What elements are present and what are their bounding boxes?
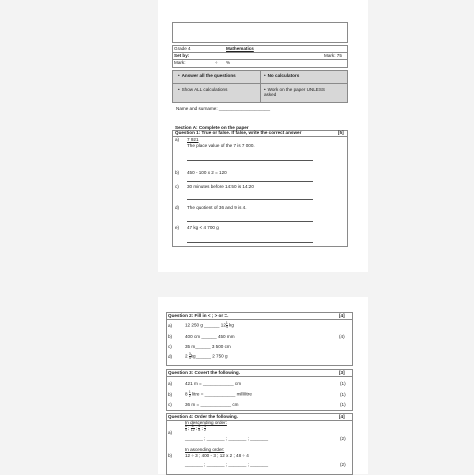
answer-line[interactable] — [187, 221, 313, 222]
q4-a-instruction: In descending order: — [185, 420, 227, 425]
q2-item-label: d) — [168, 354, 173, 359]
q3-item-label: b) — [168, 392, 173, 397]
question-4-title: Question 4: Order the following. — [168, 414, 238, 419]
q2-item-mark: (4) — [339, 334, 345, 339]
q3-item-text: 421 m = ____________ cm — [185, 381, 242, 386]
q3-item-label: c) — [168, 402, 172, 407]
mark-label: Mark: — [174, 60, 186, 65]
fraction: $\frac{5}{12}$ — [190, 424, 195, 432]
fraction: $\frac{1}{2}$ — [188, 390, 191, 398]
q2-item-label: a) — [168, 323, 173, 328]
worksheet-page-1 — [158, 0, 368, 272]
title-box — [172, 22, 348, 43]
mark-divider: ÷ — [215, 60, 218, 65]
answer-line[interactable] — [187, 181, 313, 182]
q3-item-mark: (1) — [340, 392, 346, 397]
fraction: $\frac{1}{2}$ — [204, 424, 206, 432]
answer-line[interactable] — [187, 199, 313, 200]
fraction: $\frac{1}{4}$ — [225, 321, 228, 329]
question-2-title: Question 2: Fill in < ; > or =. — [168, 313, 229, 318]
q4-b-mark: (2) — [340, 462, 346, 467]
q4-item-label: b) — [168, 453, 173, 458]
answer-line[interactable] — [187, 160, 313, 161]
fraction: $\frac{1}{4}$ — [185, 424, 187, 432]
q4-item-label: a) — [168, 430, 173, 435]
instruction-item: • Work on the paper UNLESS asked — [264, 87, 336, 98]
q2-item-label: c) — [168, 344, 172, 349]
q1-item-label: e) — [175, 225, 180, 230]
q1-item-text: 47 kg < 4 700 g — [187, 225, 219, 230]
question-2-marks: [4] — [339, 313, 345, 318]
q2-item — [185, 353, 228, 360]
q3-item-label: a) — [168, 381, 173, 386]
total-mark-label: Mark: 75 — [324, 53, 342, 58]
q4-a-mark: (2) — [340, 436, 346, 441]
q3-item-text: 8 — [185, 391, 188, 397]
q2-item-text: 12 250 g ______ 12 — [185, 322, 226, 328]
q2-item-label: b) — [168, 334, 173, 339]
q1-item-text: 7 921 — [187, 137, 199, 142]
section-a-title: Section A: Complete on the paper — [175, 125, 249, 130]
q1-item-text: 450 - 100 x 2 = 120 — [187, 170, 227, 175]
q4-a-answer-blanks[interactable]: _______ ; _______ ; _______ ; _______ — [185, 436, 269, 441]
q1-item-label: b) — [175, 170, 180, 175]
grade-label: Grade 4 — [174, 46, 191, 51]
question-1-title: Question 1: True or false. If false, write the correct answer — [175, 130, 302, 135]
fraction: $\frac{3}{4}$ — [188, 352, 191, 360]
name-surname-field[interactable]: Name and surname: ____________________ — [176, 106, 270, 111]
q4-b-expressions: 12 ÷ 3 ; 400 - 3 ; 12 x 2 ; 48 ÷ 4 — [185, 453, 249, 458]
q4-b-instruction: In ascending order: — [185, 447, 225, 452]
q2-item — [185, 322, 234, 329]
q4-b-answer-blanks[interactable]: _______ ; _______ ; _______ ; _______ — [185, 462, 269, 467]
q1-item-label: d) — [175, 205, 180, 210]
q3-item-text: 36 m = ____________ cm — [185, 402, 239, 407]
q2-item-unit: kg______ 2 750 g — [190, 353, 228, 359]
percent-label: % — [226, 60, 231, 65]
q2-item-text: 400 cm ______ 450 mm — [185, 334, 235, 339]
subject-label: Mathematics — [226, 46, 254, 51]
header-table — [172, 45, 348, 68]
q1-item-text: 30 minutes before 14:50 is 14:20 — [187, 184, 254, 189]
q1-item-text: The quotient of 36 and 9 is 4. — [187, 205, 247, 210]
q1-item-subtext: The place value of the 7 is 7 000. — [187, 143, 255, 148]
q2-item-text: 2 — [185, 353, 188, 359]
q2-item-text: 35 m______ 3 500 cm — [185, 344, 231, 349]
q3-item-unit: litre = ____________ millilitre — [192, 391, 252, 397]
q3-item-mark: (1) — [340, 402, 346, 407]
q4-a-fractions: $\frac{1}{4}$ ; $\frac{5}{12}$ ; $\frac{3}{8}$ ; $\frac{1}{2}$ — [185, 424, 206, 432]
question-3-marks: [3] — [339, 370, 345, 375]
question-1-marks: [5] — [338, 130, 344, 135]
question-3-title: Question 3: Covert the following. — [168, 370, 240, 375]
instruction-item: • Show ALL calculations — [178, 87, 227, 92]
worksheet-page-2 — [158, 297, 368, 474]
instruction-item: • No calculators — [264, 73, 299, 78]
q3-item-mark: (1) — [340, 381, 346, 386]
question-4-marks: [4] — [339, 414, 345, 419]
answer-line[interactable] — [187, 242, 313, 243]
instruction-item: • Answer all the questions — [178, 73, 236, 78]
fraction: $\frac{3}{8}$ — [198, 424, 201, 432]
q1-item-label: a) — [175, 137, 180, 142]
set-by-label: Set by: — [174, 53, 190, 58]
q1-item-label: c) — [175, 184, 179, 189]
q2-item-unit: kg — [229, 322, 234, 328]
q3-item — [185, 391, 252, 398]
